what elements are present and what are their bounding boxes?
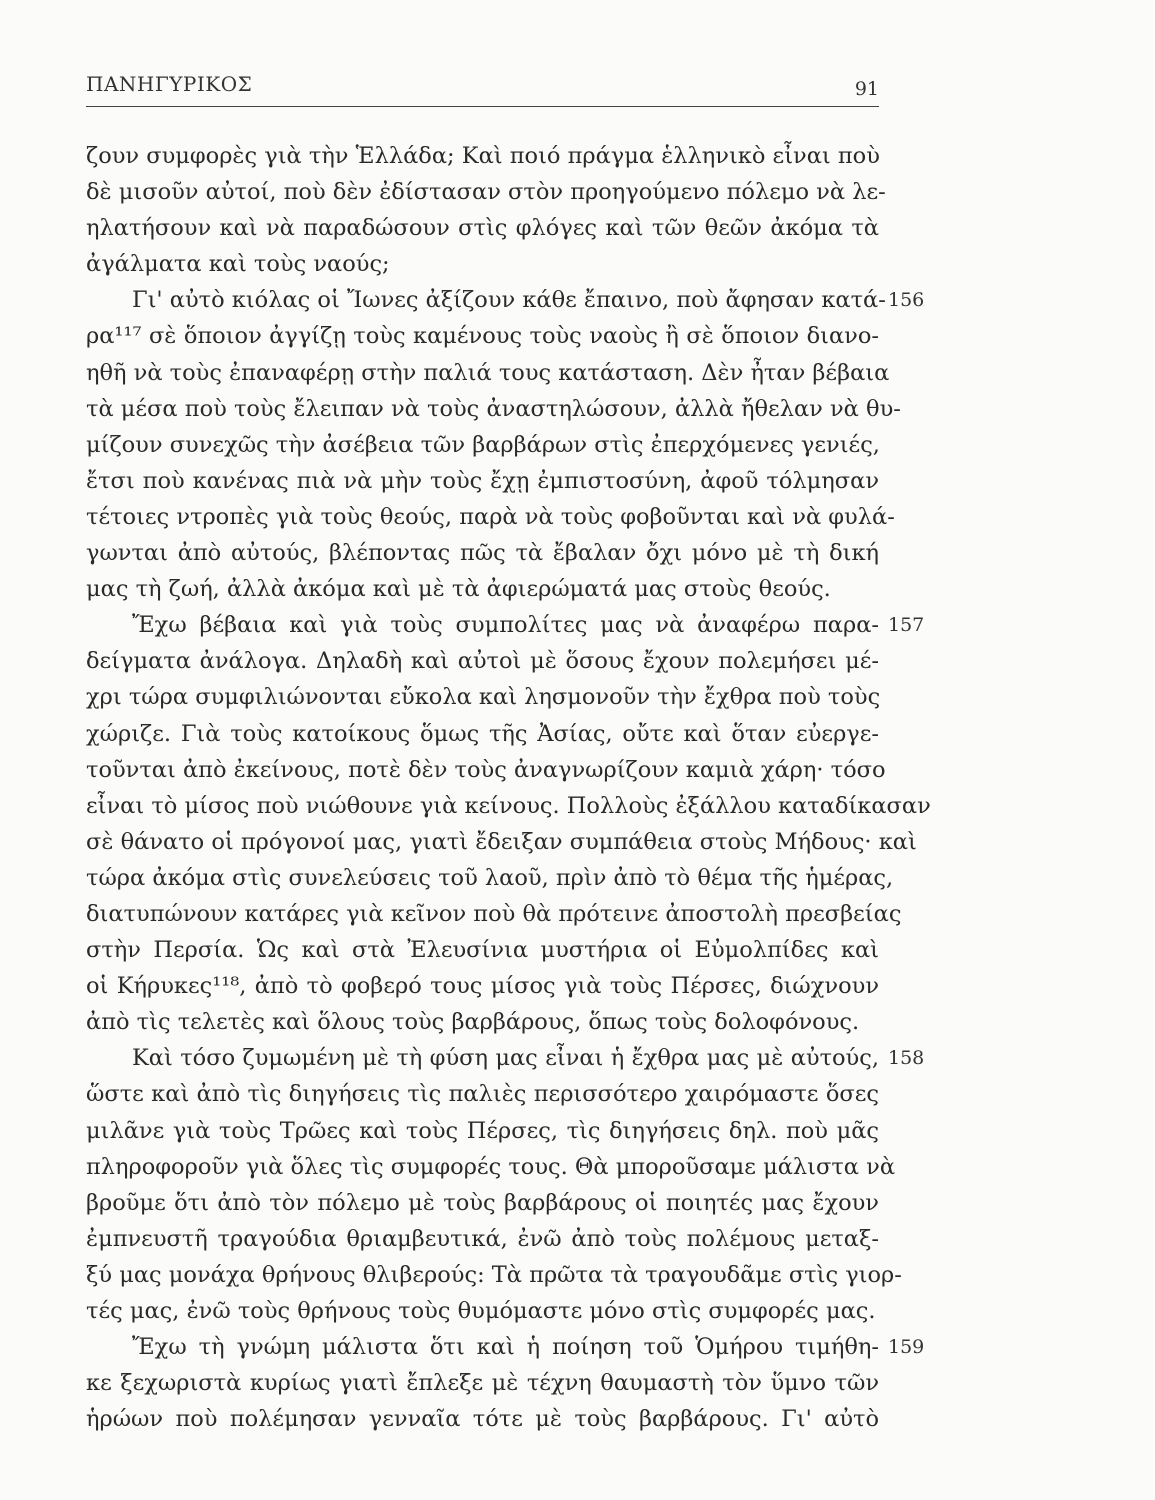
- text-line-content: γωνται ἀπὸ αὐτούς, βλέποντας πῶς τὰ ἔβαλαν ὄχι μόνο μὲ τὴ δική: [86, 540, 879, 567]
- text-line-content: διατυπώνουν κατάρες γιὰ κεῖνον ποὺ θὰ πρότεινε ἀποστολὴ πρεσβείας: [86, 900, 902, 927]
- text-line: [86, 1113, 879, 1149]
- page-header: [86, 64, 879, 107]
- text-line-content: τὰ μέσα ποὺ τοὺς ἔλειπαν νὰ τοὺς ἀναστηλώσουν, ἀλλὰ ἤθελαν νὰ θυ-: [86, 395, 901, 422]
- section-number: 156: [888, 289, 925, 312]
- text-line: [86, 138, 879, 174]
- text-line: [86, 571, 879, 607]
- text-line: [86, 355, 890, 391]
- text-line: [86, 824, 917, 860]
- text-line: [86, 1293, 879, 1329]
- text-line-content: Ἔχω τὴ γνώμη μάλιστα ὅτι καὶ ἡ ποίηση τοῦ Ὁμήρου τιμήθη-: [132, 1334, 879, 1361]
- text-line-content: τές μας, ἐνῶ τοὺς θρήνους τοὺς θυμόμαστε μόνο στὶς συμφορές μας.: [86, 1298, 876, 1324]
- text-line-content: ἀγάλματα καὶ τοὺς ναούς;: [86, 251, 390, 278]
- text-line-content: δείγματα ἀνάλογα. Δηλαδὴ καὶ αὐτοὶ μὲ ὅσους ἔχουν πολεμήσει μέ-: [86, 648, 879, 675]
- text-line: [86, 1257, 902, 1293]
- text-line-content: κε ξεχωριστὰ κυρίως γιατὶ ἔπλεξε μὲ τέχνη θαυμαστὴ τὸν ὕμνο τῶν: [86, 1370, 879, 1397]
- text-line-content: στὴν Περσία. Ὡς καὶ στὰ Ἐλευσίνια μυστήρια οἱ Εὐμολπίδες καὶ: [86, 937, 879, 964]
- text-line: [86, 282, 925, 318]
- text-line: [86, 1185, 879, 1221]
- text-line: [86, 499, 895, 535]
- text-line: [86, 968, 879, 1004]
- text-line: [86, 752, 886, 788]
- text-line: [86, 391, 901, 427]
- text-line-content: ὥστε καὶ ἀπὸ τὶς διηγήσεις τὶς παλιὲς περισσότερο χαιρόμαστε ὅσες: [86, 1081, 879, 1108]
- text-line-content: δὲ μισοῦν αὐτοί, ποὺ δὲν ἐδίστασαν στὸν προηγούμενο πόλεμο νὰ λε-: [86, 179, 886, 206]
- text-line: [86, 463, 879, 499]
- text-line: [86, 607, 925, 643]
- text-line-content: Καὶ τόσο ζυμωμένη μὲ τὴ φύση μας εἶναι ἡ ἔχθρα μας μὲ αὐτούς,: [132, 1045, 879, 1072]
- text-line-content: ἡρώων ποὺ πολέμησαν γενναῖα τότε μὲ τοὺς βαρβάρους. Γι' αὐτὸ: [86, 1406, 879, 1433]
- section-number: 158: [888, 1047, 925, 1070]
- text-line-content: εἶναι τὸ μίσος ποὺ νιώθουνε γιὰ κείνους. Πολλοὺς ἐξάλλου καταδίκασαν: [86, 792, 931, 819]
- text-line-content: οἱ Κήρυκες¹¹⁸, ἀπὸ τὸ φοβερό τους μίσος γιὰ τοὺς Πέρσες, διώχνουν: [86, 973, 879, 1000]
- text-line-content: βροῦμε ὅτι ἀπὸ τὸν πόλεμο μὲ τοὺς βαρβάρους οἱ ποιητές μας ἔχουν: [86, 1189, 879, 1216]
- text-line: [86, 174, 886, 210]
- text-line: [86, 246, 879, 282]
- section-number: 159: [888, 1336, 925, 1359]
- text-line-content: ξύ μας μονάχα θρήνους θλιβερούς: Τὰ πρῶτα τὰ τραγουδᾶμε στὶς γιορ-: [86, 1261, 902, 1288]
- text-line-content: ἐμπνευστῆ τραγούδια θριαμβευτικά, ἐνῶ ἀπὸ τοὺς πολέμους μεταξ-: [86, 1225, 879, 1252]
- text-line: [86, 1004, 879, 1040]
- text-line-content: σὲ θάνατο οἱ πρόγονοί μας, γιατὶ ἔδειξαν συμπάθεια στοὺς Μήδους· καὶ: [86, 828, 917, 855]
- text-line: [86, 932, 879, 968]
- text-line: [86, 535, 879, 571]
- text-line: [86, 1221, 879, 1257]
- text-line: [86, 788, 931, 824]
- text-line-content: τέτοιες ντροπὲς γιὰ τοὺς θεούς, παρὰ νὰ τοὺς φοβοῦνται καὶ νὰ φυλά-: [86, 503, 895, 530]
- page-number: 91: [854, 78, 879, 100]
- text-line-content: χρι τώρα συμφιλιώνονται εὔκολα καὶ λησμονοῦν τὴν ἔχθρα ποὺ τοὺς: [86, 684, 881, 711]
- text-line: [86, 1040, 925, 1076]
- text-line-content: Γι' αὐτὸ κιόλας οἱ Ἴωνες ἀξίζουν κάθε ἔπαινο, ποὺ ἄφησαν κατά-: [132, 287, 886, 314]
- text-line-content: μιλᾶνε γιὰ τοὺς Τρῶες καὶ τοὺς Πέρσες, τὶς διηγήσεις δηλ. ποὺ μᾶς: [86, 1117, 879, 1144]
- text-line: [86, 679, 879, 715]
- text-line-content: μας τὴ ζωή, ἀλλὰ ἀκόμα καὶ μὲ τὰ ἀφιερώματά μας στοὺς θεούς.: [86, 576, 831, 603]
- text-line-content: τοῦνται ἀπὸ ἐκείνους, ποτὲ δὲν τοὺς ἀναγνωρίζουν καμιὰ χάρη· τόσο: [86, 756, 886, 783]
- text-line-content: χώριζε. Γιὰ τοὺς κατοίκους ὅμως τῆς Ἀσίας, οὔτε καὶ ὅταν εὐεργε-: [86, 720, 879, 747]
- text-line-content: μίζουν συνεχῶς τὴν ἀσέβεια τῶν βαρβάρων στὶς ἐπερχόμενες γενιές,: [86, 431, 880, 458]
- text-line: [86, 1076, 879, 1112]
- text-line: [86, 1365, 879, 1401]
- text-line: [86, 643, 879, 679]
- text-line-content: Ἔχω βέβαια καὶ γιὰ τοὺς συμπολίτες μας νὰ ἀναφέρω παρα-: [132, 612, 879, 639]
- text-line: [86, 1401, 879, 1437]
- text-line-content: ζουν συμφορὲς γιὰ τὴν Ἑλλάδα; Καὶ ποιό πράγμα ἑλληνικὸ εἶναι ποὺ: [86, 143, 880, 169]
- text-line: [86, 210, 879, 246]
- text-line-content: ἔτσι ποὺ κανένας πιὰ νὰ μὴν τοὺς ἔχῃ ἐμπιστοσύνη, ἀφοῦ τόλμησαν: [86, 467, 879, 494]
- section-number: 157: [888, 614, 925, 637]
- text-line: [86, 427, 879, 463]
- page-body: [86, 138, 931, 1437]
- running-title: ΠΑΝΗΓΥΡΙΚΟΣ: [86, 72, 253, 96]
- text-line: [86, 896, 902, 932]
- text-line-content: ηθῆ νὰ τοὺς ἐπαναφέρῃ στὴν παλιά τους κατάσταση. Δὲν ἦταν βέβαια: [86, 359, 890, 386]
- text-line-content: πληροφοροῦν γιὰ ὅλες τὶς συμφορές τους. Θὰ μποροῦσαμε μάλιστα νὰ: [86, 1153, 896, 1180]
- text-line: [86, 860, 894, 896]
- text-line: [86, 318, 879, 354]
- text-line-content: τώρα ἀκόμα στὶς συνελεύσεις τοῦ λαοῦ, πρὶν ἀπὸ τὸ θέμα τῆς ἡμέρας,: [86, 864, 894, 891]
- text-line: [86, 1329, 925, 1365]
- text-line-content: ηλατήσουν καὶ νὰ παραδώσουν στὶς φλόγες καὶ τῶν θεῶν ἀκόμα τὰ: [86, 215, 879, 242]
- text-line-content: ἀπὸ τὶς τελετὲς καὶ ὅλους τοὺς βαρβάρους, ὅπως τοὺς δολοφόνους.: [86, 1009, 860, 1036]
- text-line-content: ρα¹¹⁷ σὲ ὅποιον ἀγγίζῃ τοὺς καμένους τοὺς ναοὺς ἢ σὲ ὅποιον διανο-: [86, 323, 879, 350]
- text-line: [86, 716, 879, 752]
- text-line: [86, 1149, 896, 1185]
